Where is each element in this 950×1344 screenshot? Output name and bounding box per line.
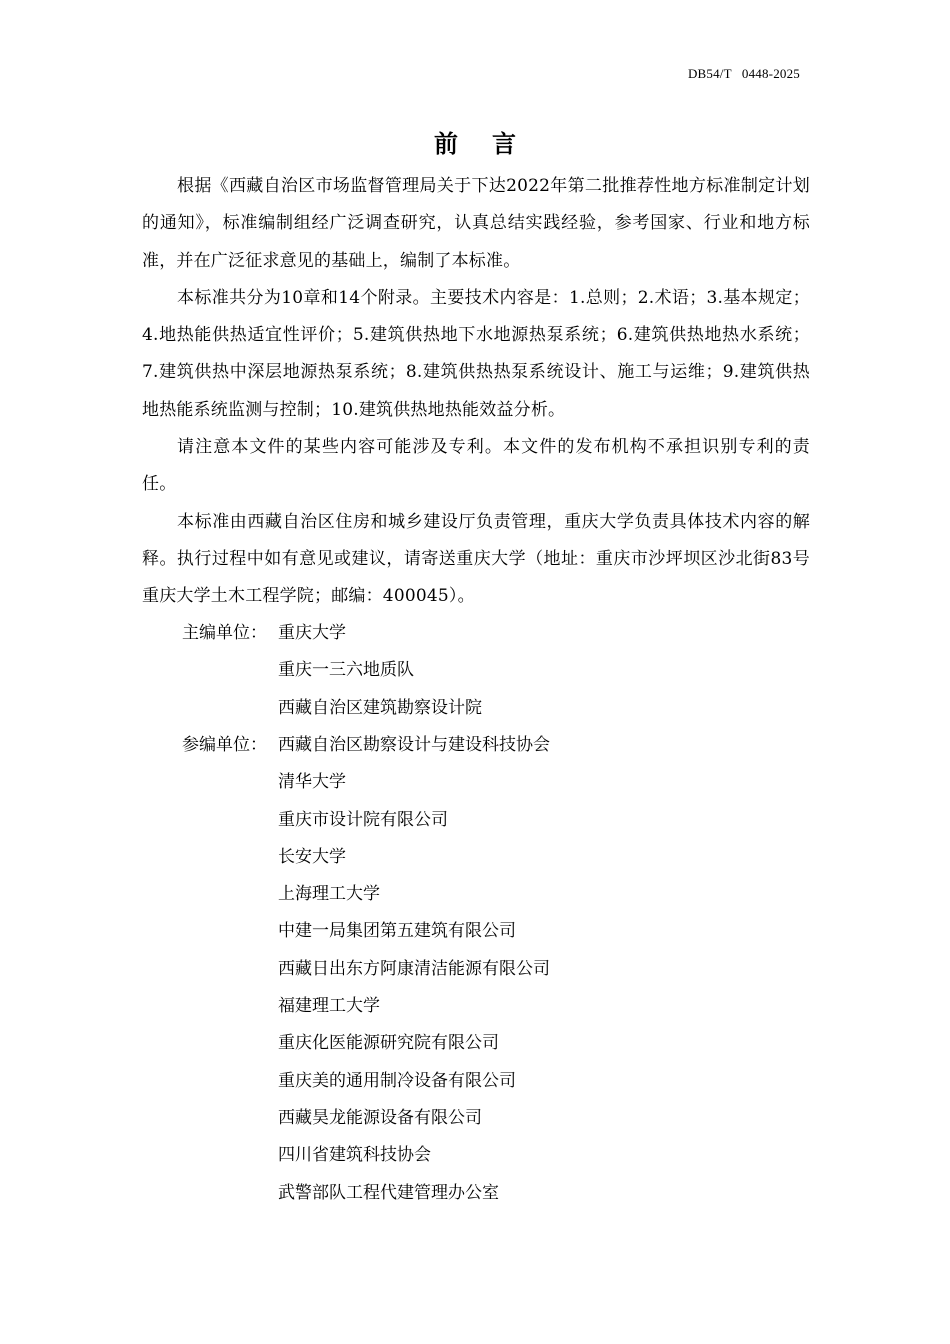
unit-name: 重庆美的通用制冷设备有限公司: [278, 1070, 516, 1091]
unit-name: 西藏自治区勘察设计与建设科技协会: [278, 735, 550, 755]
unit-name: 重庆市设计院有限公司: [278, 809, 448, 830]
list-item: [182, 1100, 550, 1137]
list-item: [182, 802, 550, 839]
paragraph-background: 根据《西藏自治区市场监督管理局关于下达2022年第二批推荐性地方标准制定计划的通知》，标准编制组经广泛调查研究，认真总结实践经验，参考国家、行业和地方标准，并在广泛征求意见的基础上，编制了本标准。: [142, 176, 810, 271]
list-item: [182, 839, 550, 876]
list-item: [182, 1137, 550, 1174]
preface-body: [142, 168, 810, 616]
list-item: [182, 690, 482, 727]
unit-name: 中建一局集团第五建筑有限公司: [278, 921, 516, 942]
chief-editor-units: [182, 615, 482, 727]
list-item: [182, 615, 482, 652]
unit-name: 重庆一三六地质队: [278, 660, 414, 681]
participating-editor-units: [182, 727, 550, 1212]
unit-name: 武警部队工程代建管理办公室: [278, 1182, 499, 1203]
list-item: [182, 727, 550, 764]
paragraph-contents: 本标准共分为10章和14个附录。主要技术内容是：1.总则；2.术语；3.基本规定；4.地热能供热适宜性评价；5.建筑供热地下水地源热泵系统；6.建筑供热地热水系统；7.建筑供热中深层地源热泵系统；8.建筑供热热泵系统设计、施工与运维；9.建筑供热地热能系统监测与控制；10.建筑供热地热能效益分析。: [142, 287, 810, 420]
list-item: [182, 1063, 550, 1100]
paragraph-patent-notice: 请注意本文件的某些内容可能涉及专利。本文件的发布机构不承担识别专利的责任。: [142, 437, 810, 495]
page-title: 前言: [434, 130, 550, 158]
list-item: [182, 876, 550, 913]
unit-name: 重庆大学: [278, 623, 346, 643]
unit-name: 福建理工大学: [278, 996, 380, 1017]
list-item: [182, 1025, 550, 1062]
list-item: [182, 764, 550, 801]
list-item: [182, 1175, 550, 1212]
list-item: [182, 988, 550, 1025]
unit-name: 上海理工大学: [278, 884, 380, 905]
unit-name: 西藏自治区建筑勘察设计院: [278, 697, 482, 718]
chief-editor-label: 主编单位：: [182, 623, 267, 643]
unit-name: 清华大学: [278, 772, 346, 793]
document-code: DB54/T 0448-2025: [687, 66, 800, 81]
list-item: [182, 913, 550, 950]
list-item: [182, 951, 550, 988]
unit-name: 西藏日出东方阿康清洁能源有限公司: [278, 958, 550, 979]
unit-name: 四川省建筑科技协会: [278, 1145, 431, 1166]
paragraph-management: 本标准由西藏自治区住房和城乡建设厅负责管理，重庆大学负责具体技术内容的解释。执行过程中如有意见或建议，请寄送重庆大学（地址：重庆市沙坪坝区沙北街83号重庆大学土木工程学院；邮编：400045）。: [142, 511, 810, 607]
list-item: [182, 652, 482, 689]
unit-name: 重庆化医能源研究院有限公司: [278, 1033, 499, 1054]
unit-name: 长安大学: [278, 846, 346, 867]
participating-editor-label: 参编单位：: [182, 735, 267, 755]
unit-name: 西藏昊龙能源设备有限公司: [278, 1107, 482, 1128]
